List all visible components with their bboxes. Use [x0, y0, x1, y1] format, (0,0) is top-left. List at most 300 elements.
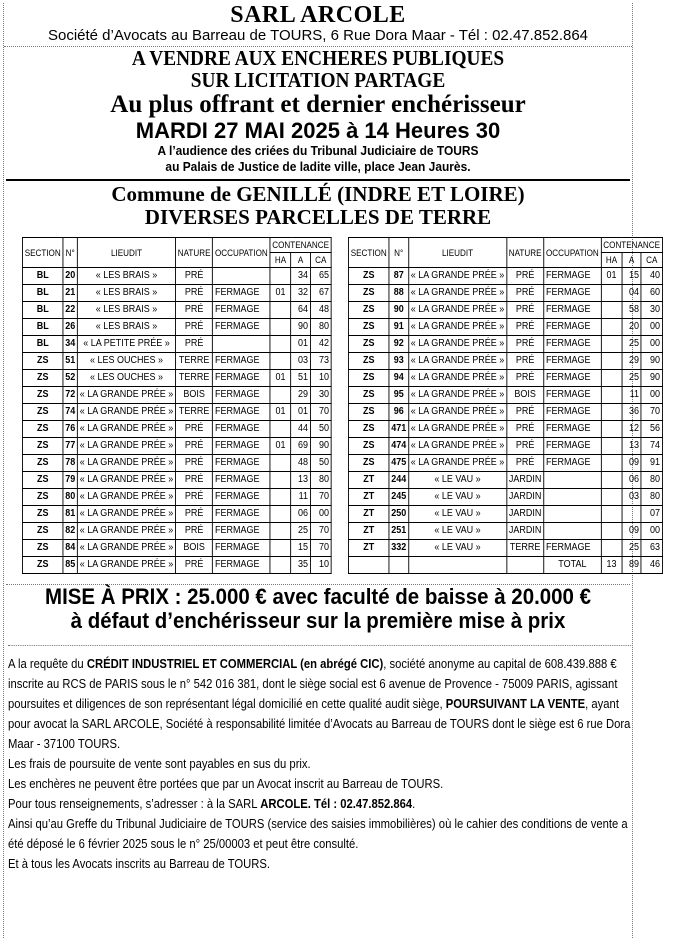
empty-cell — [507, 557, 544, 574]
section-cell: ZS — [348, 370, 389, 387]
section-cell: ZS — [22, 489, 63, 506]
a-cell: 58 — [622, 302, 641, 319]
table-header-row — [22, 238, 331, 253]
column-header: SECTION — [22, 238, 63, 268]
table-row — [348, 472, 662, 489]
occupation-cell: FERMAGE — [213, 557, 270, 574]
ca-cell: 07 — [641, 506, 662, 523]
nature-cell: PRÉ — [176, 268, 213, 285]
occupation-cell: FERMAGE — [544, 387, 601, 404]
nature-cell: PRÉ — [176, 523, 213, 540]
lieudit-cell: « LA GRANDE PRÉE » — [408, 302, 506, 319]
lieudit-cell: « LA GRANDE PRÉE » — [77, 404, 175, 421]
ha-cell — [270, 319, 291, 336]
ca-cell: 80 — [641, 489, 662, 506]
parcel-number-cell: 78 — [63, 455, 78, 472]
a-cell: 11 — [291, 489, 310, 506]
lieudit-cell: « LA GRANDE PRÉE » — [77, 421, 175, 438]
ha-cell: 01 — [270, 285, 291, 302]
ha-cell — [270, 489, 291, 506]
occupation-cell: FERMAGE — [213, 285, 270, 302]
a-cell: 01 — [291, 336, 310, 353]
nature-cell: PRÉ — [176, 557, 213, 574]
ca-cell: 91 — [641, 455, 662, 472]
section-cell: ZT — [348, 489, 389, 506]
section-cell: ZS — [348, 268, 389, 285]
section-cell: ZS — [348, 387, 389, 404]
section-cell: ZS — [22, 472, 63, 489]
ha-cell — [601, 302, 622, 319]
parcel-number-cell: 88 — [389, 285, 409, 302]
a-cell: 13 — [291, 472, 310, 489]
occupation-cell: FERMAGE — [213, 353, 270, 370]
ca-cell: 80 — [310, 319, 331, 336]
nature-cell: JARDIN — [507, 489, 544, 506]
nature-cell: TERRE — [176, 353, 213, 370]
ca-cell: 80 — [641, 472, 662, 489]
table-row — [348, 302, 662, 319]
nature-cell: PRÉ — [176, 319, 213, 336]
lieudit-cell: « LE VAU » — [408, 489, 506, 506]
parcel-number-cell: 81 — [63, 506, 78, 523]
table-row — [348, 455, 662, 472]
section-cell: ZS — [348, 285, 389, 302]
section-cell: ZS — [348, 336, 389, 353]
lieudit-cell: « LES BRAIS » — [77, 285, 175, 302]
table-row — [22, 540, 331, 557]
parcel-number-cell: 93 — [389, 353, 409, 370]
occupation-cell: FERMAGE — [213, 319, 270, 336]
a-cell: 64 — [291, 302, 310, 319]
table-row — [22, 455, 331, 472]
ha-cell — [270, 523, 291, 540]
a-cell: 03 — [622, 489, 641, 506]
occupation-cell: FERMAGE — [213, 404, 270, 421]
contact-paragraph — [8, 794, 631, 814]
text-span: , ayant pour avocat la SARL ARCOLE, Société à responsabilité limitée d’Avocats au Barreau de TOURS dont le siège est 6 rue Dora Maar - 37100 TOURS. — [8, 697, 631, 751]
occupation-cell: FERMAGE — [213, 370, 270, 387]
section-cell: ZS — [348, 421, 389, 438]
commune-subtitle: DIVERSES PARCELLES DE TERRE — [144, 205, 492, 229]
table-row — [22, 472, 331, 489]
nature-cell: PRÉ — [176, 455, 213, 472]
parcel-number-cell: 471 — [389, 421, 409, 438]
parcel-number-cell: 474 — [389, 438, 409, 455]
lieudit-cell: « LA GRANDE PRÉE » — [408, 421, 506, 438]
section-cell: BL — [22, 302, 63, 319]
nature-cell: BOIS — [176, 387, 213, 404]
starting-price-line1: MISE À PRIX : 25.000 € avec faculté de baisse à 20.000 € — [45, 584, 591, 609]
table-row — [348, 285, 662, 302]
a-cell: 12 — [622, 421, 641, 438]
ha-cell — [601, 387, 622, 404]
a-cell: 44 — [291, 421, 310, 438]
lieudit-cell: « LES OUCHES » — [77, 370, 175, 387]
parcel-number-cell: 51 — [63, 353, 78, 370]
section-cell: ZT — [348, 472, 389, 489]
starting-price — [6, 584, 630, 633]
ha-cell — [601, 370, 622, 387]
section-cell: ZS — [22, 557, 63, 574]
nature-cell: PRÉ — [176, 285, 213, 302]
palais-line: au Palais de Justice de ladite ville, place Jean Jaurès. — [165, 159, 471, 174]
section-cell: ZS — [22, 421, 63, 438]
total-a: 89 — [622, 557, 641, 574]
nature-cell: TERRE — [176, 370, 213, 387]
occupation-cell — [213, 336, 270, 353]
lieudit-cell: « LA GRANDE PRÉE » — [408, 455, 506, 472]
lieudit-cell: « LA GRANDE PRÉE » — [408, 404, 506, 421]
ha-cell — [601, 472, 622, 489]
parcel-number-cell: 76 — [63, 421, 78, 438]
nature-cell: PRÉ — [507, 268, 544, 285]
section-cell: ZS — [348, 438, 389, 455]
parcel-number-cell: 34 — [63, 336, 78, 353]
parcel-number-cell: 84 — [63, 540, 78, 557]
occupation-cell: FERMAGE — [213, 302, 270, 319]
parcels-table-right — [348, 237, 663, 574]
lieudit-cell: « LA GRANDE PRÉE » — [408, 285, 506, 302]
firm-address: Société d’Avocats au Barreau de TOURS, 6 Rue Dora Maar - Tél : 02.47.852.864 — [4, 27, 632, 47]
header — [4, 3, 632, 175]
lieudit-cell: « LA GRANDE PRÉE » — [408, 336, 506, 353]
a-cell: 13 — [622, 438, 641, 455]
table-row — [22, 285, 331, 302]
ca-cell: 70 — [310, 404, 331, 421]
nature-cell: PRÉ — [176, 506, 213, 523]
lieudit-cell: « LA GRANDE PRÉE » — [408, 319, 506, 336]
table-row — [22, 506, 331, 523]
lieudit-cell: « LES BRAIS » — [77, 302, 175, 319]
ha-cell — [270, 302, 291, 319]
table-row — [348, 336, 662, 353]
table-row — [22, 336, 331, 353]
nature-cell: PRÉ — [507, 421, 544, 438]
ca-cell: 73 — [310, 353, 331, 370]
bids-paragraph: Les enchères ne peuvent être portées que par un Avocat inscrit au Barreau de TOURS. — [8, 777, 444, 791]
table-row — [22, 557, 331, 574]
parcel-number-cell: 94 — [389, 370, 409, 387]
table-row — [348, 489, 662, 506]
lieudit-cell: « LA PETITE PRÉE » — [77, 336, 175, 353]
nature-cell: BOIS — [507, 387, 544, 404]
lieudit-cell: « LE VAU » — [408, 472, 506, 489]
text-span: , société anonyme au capital de 608.439.888 € inscrite au RCS de PARIS sous le n° 542 016 381, dont le siège social est 6 avenue de Provence - 75009 PARIS, agissant poursuites et diligences de son représentant légal domicilié en cette qualité audit siège, — [8, 657, 618, 711]
nature-cell: PRÉ — [176, 472, 213, 489]
lieudit-cell: « LE VAU » — [408, 523, 506, 540]
ha-cell: 01 — [270, 404, 291, 421]
a-cell: 34 — [291, 268, 310, 285]
lieudit-cell: « LA GRANDE PRÉE » — [77, 506, 175, 523]
nature-cell: JARDIN — [507, 506, 544, 523]
occupation-cell: FERMAGE — [544, 438, 601, 455]
a-cell: 25 — [622, 370, 641, 387]
occupation-cell: FERMAGE — [213, 489, 270, 506]
nature-cell: PRÉ — [507, 319, 544, 336]
column-header: SECTION — [348, 238, 389, 268]
section-cell: ZS — [348, 404, 389, 421]
table-row — [348, 523, 662, 540]
parcel-number-cell: 475 — [389, 455, 409, 472]
parcel-number-cell: 250 — [389, 506, 409, 523]
a-cell: 20 — [622, 319, 641, 336]
occupation-cell: FERMAGE — [544, 404, 601, 421]
nature-cell: PRÉ — [507, 336, 544, 353]
text-span: . — [412, 797, 416, 811]
occupation-cell: FERMAGE — [213, 421, 270, 438]
column-header: LIEUDIT — [408, 238, 506, 268]
ca-cell: 90 — [310, 438, 331, 455]
parcel-number-cell: 26 — [63, 319, 78, 336]
column-header: CONTENANCE — [601, 238, 662, 253]
occupation-cell — [544, 489, 601, 506]
lieudit-cell: « LES BRAIS » — [77, 268, 175, 285]
nature-cell: PRÉ — [507, 302, 544, 319]
parcel-number-cell: 95 — [389, 387, 409, 404]
table-row — [22, 404, 331, 421]
ca-cell: 70 — [310, 540, 331, 557]
ha-cell — [270, 506, 291, 523]
occupation-cell: FERMAGE — [213, 438, 270, 455]
section-cell: ZS — [348, 302, 389, 319]
section-cell: ZS — [22, 404, 63, 421]
nature-cell: JARDIN — [507, 523, 544, 540]
column-header: NATURE — [507, 238, 544, 268]
commune-block — [4, 184, 632, 227]
ca-cell: 60 — [641, 285, 662, 302]
section-cell: ZS — [348, 353, 389, 370]
table-row — [348, 387, 662, 404]
lieudit-cell: « LES BRAIS » — [77, 319, 175, 336]
column-header: HA — [601, 253, 622, 268]
column-header: CA — [641, 253, 662, 268]
a-cell: 06 — [622, 472, 641, 489]
a-cell: 69 — [291, 438, 310, 455]
a-cell: 09 — [622, 523, 641, 540]
poursuivant-label: POURSUIVANT LA VENTE — [445, 697, 586, 711]
occupation-cell: FERMAGE — [213, 455, 270, 472]
column-header: N° — [389, 238, 409, 268]
starting-price-line2: à défaut d’enchérisseur sur la première mise à prix — [70, 608, 566, 633]
nature-cell: PRÉ — [176, 336, 213, 353]
occupation-cell: FERMAGE — [544, 285, 601, 302]
ha-cell — [601, 506, 622, 523]
column-header: A — [622, 253, 641, 268]
parcel-number-cell: 22 — [63, 302, 78, 319]
table-row — [348, 353, 662, 370]
parcel-number-cell: 96 — [389, 404, 409, 421]
ca-cell: 65 — [310, 268, 331, 285]
table-row — [348, 404, 662, 421]
commune-title: Commune de GENILLÉ (INDRE ET LOIRE) — [111, 182, 525, 206]
ca-cell: 00 — [641, 387, 662, 404]
lieudit-cell: « LA GRANDE PRÉE » — [408, 353, 506, 370]
a-cell: 09 — [622, 455, 641, 472]
section-cell: ZS — [22, 506, 63, 523]
ca-cell: 90 — [641, 370, 662, 387]
total-ha: 13 — [601, 557, 622, 574]
occupation-cell — [213, 268, 270, 285]
a-cell: 06 — [291, 506, 310, 523]
text-span: Pour tous renseignements, s’adresser : à la SARL — [8, 797, 261, 811]
ca-cell: 50 — [310, 455, 331, 472]
parcel-number-cell: 251 — [389, 523, 409, 540]
a-cell: 51 — [291, 370, 310, 387]
occupation-cell: FERMAGE — [544, 421, 601, 438]
ha-cell — [270, 353, 291, 370]
parcels-tables — [22, 237, 661, 574]
ha-cell — [270, 455, 291, 472]
occupation-cell: FERMAGE — [544, 268, 601, 285]
occupation-cell: FERMAGE — [213, 523, 270, 540]
occupation-cell — [544, 472, 601, 489]
table-row — [348, 268, 662, 285]
a-cell: 03 — [291, 353, 310, 370]
occupation-cell — [544, 506, 601, 523]
ca-cell: 48 — [310, 302, 331, 319]
sale-subtitle: SUR LICITATION PARTAGE — [190, 68, 446, 92]
ca-cell: 50 — [310, 421, 331, 438]
parcels-table-left — [22, 237, 332, 574]
lieudit-cell: « LE VAU » — [408, 506, 506, 523]
firm-name: SARL ARCOLE — [230, 2, 406, 28]
occupation-cell: FERMAGE — [544, 370, 601, 387]
parcel-number-cell: 244 — [389, 472, 409, 489]
column-header: HA — [270, 253, 291, 268]
section-cell: BL — [22, 336, 63, 353]
ha-cell — [601, 489, 622, 506]
empty-cell — [348, 557, 389, 574]
section-cell: BL — [22, 268, 63, 285]
a-cell: 11 — [622, 387, 641, 404]
nature-cell: PRÉ — [176, 302, 213, 319]
lieudit-cell: « LA GRANDE PRÉE » — [77, 387, 175, 404]
section-cell: BL — [22, 285, 63, 302]
table-row — [22, 353, 331, 370]
a-cell: 29 — [291, 387, 310, 404]
a-cell: 15 — [291, 540, 310, 557]
lieudit-cell: « LA GRANDE PRÉE » — [77, 438, 175, 455]
section-cell: ZS — [22, 370, 63, 387]
lieudit-cell: « LA GRANDE PRÉE » — [77, 455, 175, 472]
occupation-cell: FERMAGE — [544, 319, 601, 336]
parcel-number-cell: 90 — [389, 302, 409, 319]
section-cell: ZT — [348, 506, 389, 523]
table-row — [348, 319, 662, 336]
parcel-number-cell: 79 — [63, 472, 78, 489]
a-cell: 36 — [622, 404, 641, 421]
ha-cell — [270, 421, 291, 438]
parcel-number-cell: 87 — [389, 268, 409, 285]
ha-cell: 01 — [270, 438, 291, 455]
parcel-number-cell: 20 — [63, 268, 78, 285]
section-cell: ZT — [348, 523, 389, 540]
nature-cell: PRÉ — [507, 455, 544, 472]
ca-cell: 10 — [310, 370, 331, 387]
notice-body — [8, 645, 631, 874]
greffe-paragraph: Ainsi qu’au Greffe du Tribunal Judiciaire de TOURS (service des saisies immobilières) où le cahier des conditions de vente a été déposé le 6 février 2025 sous le n° 25/00003 et peut être consulté. — [8, 817, 628, 851]
section-cell: ZS — [22, 438, 63, 455]
a-cell: 04 — [622, 285, 641, 302]
contact-phone: ARCOLE. Tél : 02.47.852.864 — [260, 797, 413, 811]
a-cell: 25 — [291, 523, 310, 540]
empty-cell — [408, 557, 506, 574]
a-cell: 32 — [291, 285, 310, 302]
nature-cell: JARDIN — [507, 472, 544, 489]
nature-cell: PRÉ — [507, 285, 544, 302]
nature-cell: PRÉ — [176, 438, 213, 455]
occupation-cell: FERMAGE — [544, 336, 601, 353]
section-cell: ZS — [22, 353, 63, 370]
ha-cell — [601, 421, 622, 438]
column-header: OCCUPATION — [213, 238, 270, 268]
parcel-number-cell: 80 — [63, 489, 78, 506]
nature-cell: PRÉ — [176, 489, 213, 506]
audience-line: A l’audience des criées du Tribunal Judiciaire de TOURS — [157, 143, 479, 158]
column-header: CONTENANCE — [270, 238, 331, 253]
section-cell: ZT — [348, 540, 389, 557]
ca-cell: 70 — [310, 523, 331, 540]
nature-cell: PRÉ — [176, 421, 213, 438]
column-header: LIEUDIT — [77, 238, 175, 268]
ha-cell — [270, 268, 291, 285]
ha-cell — [601, 319, 622, 336]
lieudit-cell: « LA GRANDE PRÉE » — [77, 472, 175, 489]
ha-cell — [270, 540, 291, 557]
ha-cell — [601, 455, 622, 472]
a-cell: 15 — [622, 268, 641, 285]
ca-cell: 74 — [641, 438, 662, 455]
table-row — [22, 268, 331, 285]
table-row — [348, 370, 662, 387]
nature-cell: TERRE — [176, 404, 213, 421]
section-cell: ZS — [348, 319, 389, 336]
a-cell: 90 — [291, 319, 310, 336]
nature-cell: PRÉ — [507, 438, 544, 455]
occupation-cell: FERMAGE — [544, 353, 601, 370]
a-cell: 48 — [291, 455, 310, 472]
sale-condition: Au plus offrant et dernier enchérisseur — [110, 91, 526, 118]
parcel-number-cell: 82 — [63, 523, 78, 540]
a-cell: 35 — [291, 557, 310, 574]
table-row — [348, 421, 662, 438]
ha-cell — [601, 353, 622, 370]
a-cell: 25 — [622, 336, 641, 353]
ha-cell — [270, 387, 291, 404]
ha-cell — [270, 472, 291, 489]
table-row — [22, 370, 331, 387]
total-ca: 46 — [641, 557, 662, 574]
occupation-cell: FERMAGE — [213, 387, 270, 404]
section-cell: ZS — [22, 455, 63, 472]
ca-cell: 00 — [641, 523, 662, 540]
ca-cell: 30 — [310, 387, 331, 404]
lieudit-cell: « LA GRANDE PRÉE » — [408, 370, 506, 387]
table-row — [22, 387, 331, 404]
ha-cell — [601, 540, 622, 557]
nature-cell: PRÉ — [507, 404, 544, 421]
nature-cell: TERRE — [507, 540, 544, 557]
ha-cell — [270, 336, 291, 353]
ca-cell: 00 — [641, 336, 662, 353]
total-label: TOTAL — [544, 557, 601, 574]
table-row — [348, 506, 662, 523]
ha-cell — [601, 523, 622, 540]
table-row — [348, 438, 662, 455]
ca-cell: 00 — [310, 506, 331, 523]
section-cell: BL — [22, 319, 63, 336]
parcel-number-cell: 245 — [389, 489, 409, 506]
